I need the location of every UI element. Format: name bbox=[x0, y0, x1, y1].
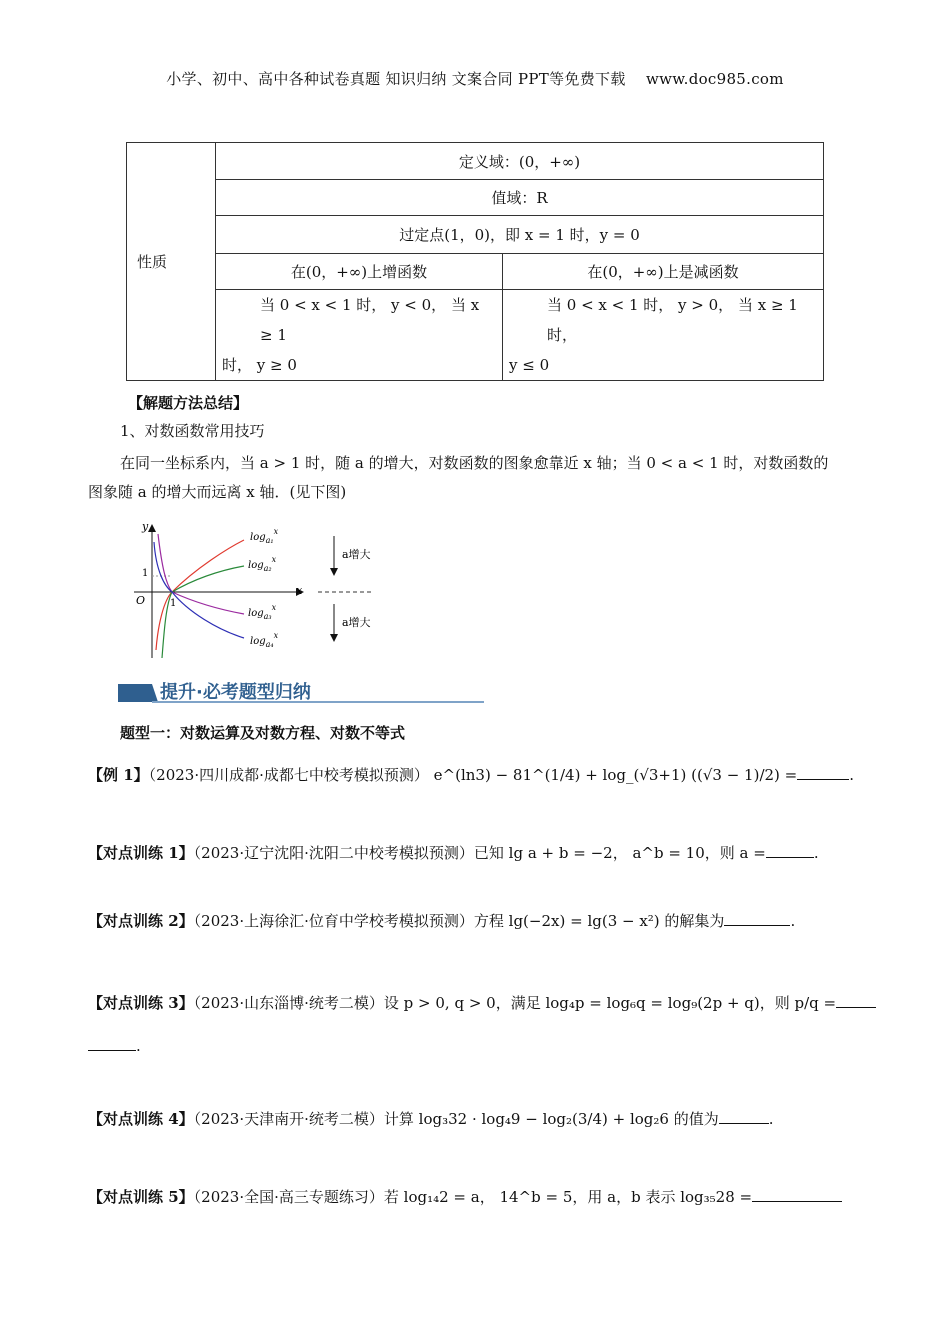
dec-sign-line1: 当 0 < x < 1 时， y > 0， 当 x ≥ 1 时， bbox=[547, 296, 798, 344]
answer-blank[interactable] bbox=[797, 765, 849, 780]
type1-title: 题型一：对数运算及对数方程、对数不等式 bbox=[120, 724, 406, 742]
problem-drill-4: 【对点训练 4】（2023·天津南开·统考二模）计算 log₃32 · log₄9 − log₂(3/4) + log₂6 的值为 . bbox=[88, 1110, 774, 1128]
tip-line1: 在同一坐标系内，当 a > 1 时，随 a 的增大，对数函数的图象愈靠近 x 轴；当 0 < a < 1 时，对数函数的 bbox=[120, 454, 829, 472]
tip-title: 1、对数函数常用技巧 bbox=[120, 422, 265, 440]
dec-sign-line2: y ≤ 0 bbox=[509, 356, 550, 374]
banner-title: 提升·必考题型归纳 bbox=[160, 682, 311, 703]
summary-heading: 【解题方法总结】 bbox=[128, 394, 249, 412]
curve-label-a1: $\log_{a_1}^x$ bbox=[250, 527, 279, 545]
row-label: 性质 bbox=[127, 143, 216, 381]
domain-cell: 定义域：(0，+∞) bbox=[216, 143, 824, 180]
answer-blank[interactable] bbox=[752, 1187, 842, 1202]
y-axis-label: y bbox=[142, 520, 149, 533]
decreasing-cell: 在(0，+∞)上是减函数 bbox=[503, 254, 824, 290]
curve-a4 bbox=[154, 542, 244, 638]
increasing-cell: 在(0，+∞)上增函数 bbox=[216, 254, 503, 290]
fixed-point-cell: 过定点(1，0)，即 x = 1 时，y = 0 bbox=[216, 216, 824, 254]
curve-label-a2: $\log_{a_2}^x$ bbox=[248, 555, 277, 573]
problem-drill-2: 【对点训练 2】（2023·上海徐汇·位育中学校考模拟预测）方程 lg(−2x) = lg(3 − x²) 的解集为 . bbox=[88, 912, 796, 930]
curve-label-a3: $\log_{a_3}^x$ bbox=[248, 603, 277, 621]
x-axis-label: x bbox=[296, 584, 303, 597]
curve-label-a4: $\log_{a_4}^x$ bbox=[250, 631, 279, 649]
inc-sign-line1: 当 0 < x < 1 时， y < 0， 当 x ≥ 1 bbox=[260, 296, 480, 344]
problem-drill-3-continued: . bbox=[88, 1036, 141, 1055]
answer-blank[interactable] bbox=[766, 843, 814, 858]
answer-blank[interactable] bbox=[724, 911, 790, 926]
log-curves-graph bbox=[118, 520, 388, 662]
problem-drill-3: 【对点训练 3】（2023·山东淄博·统考二模）设 p > 0, q > 0，满足 log₄p = log₆q = log₉(2p + q)，则 p/q = bbox=[88, 992, 876, 1013]
page-header: 小学、初中、高中各种试卷真题 知识归纳 文案合同 PPT等免费下载 www.doc985.com bbox=[166, 70, 784, 88]
x-tick-1: 1 bbox=[170, 598, 177, 609]
range-cell: 值域：R bbox=[216, 180, 824, 216]
problem-example-1: 【例 1】（2023·四川成都·成都七中校考模拟预测） e^(ln3) − 81^(1/4) + log_(√3+1) ((√3 − 1)/2) = . bbox=[88, 766, 855, 784]
tip-line2: 图象随 a 的增大而远离 x 轴．(见下图) bbox=[88, 483, 347, 501]
answer-blank[interactable] bbox=[88, 1036, 136, 1051]
answer-blank[interactable] bbox=[836, 993, 876, 1008]
increasing-sign-cell bbox=[216, 290, 503, 381]
arrow-label-upper: a增大 bbox=[342, 548, 371, 561]
origin-label: O bbox=[136, 594, 146, 607]
y-tick-1: 1 bbox=[142, 568, 149, 579]
arrow-label-lower: a增大 bbox=[342, 616, 371, 629]
inc-sign-line2: 时， y ≥ 0 bbox=[222, 356, 297, 374]
problem-drill-1: 【对点训练 1】（2023·辽宁沈阳·沈阳二中校考模拟预测）已知 lg a + b = −2， a^b = 10，则 a = . bbox=[88, 844, 819, 862]
decreasing-sign-cell bbox=[503, 290, 824, 381]
problem-drill-5: 【对点训练 5】（2023·全国·高三专题练习）若 log₁₄2 = a， 14^b = 5，用 a，b 表示 log₃₅28 = bbox=[88, 1186, 842, 1207]
properties-table bbox=[126, 142, 824, 381]
answer-blank[interactable] bbox=[719, 1109, 769, 1124]
